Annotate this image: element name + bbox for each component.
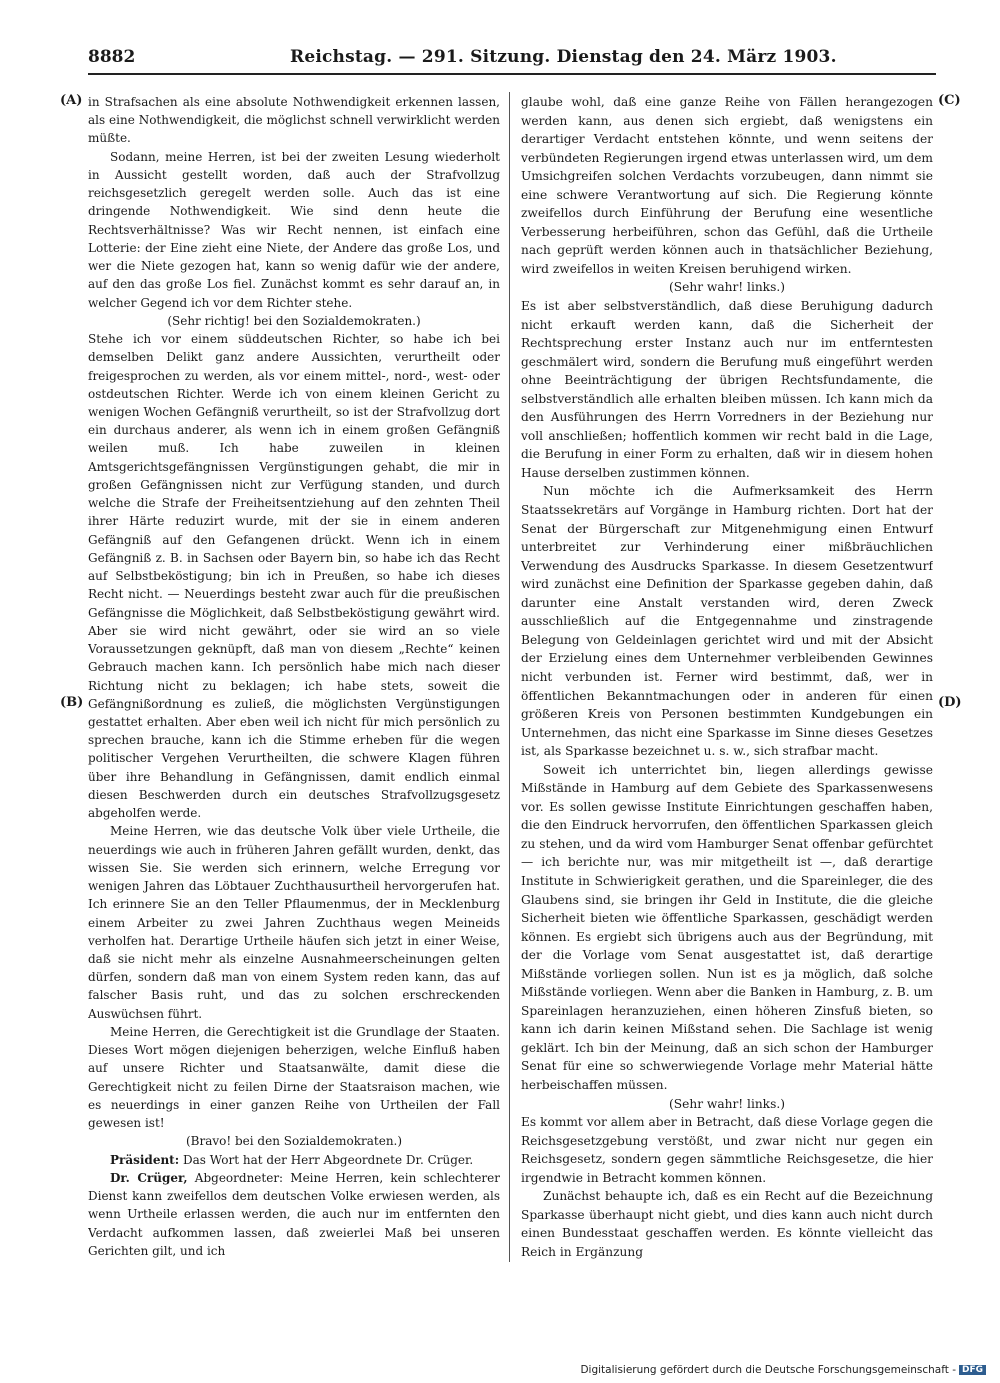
margin-marker-d: (D) [938,695,962,710]
interjection: (Sehr wahr! links.) [669,280,785,295]
page-number: 8882 [88,47,136,67]
paragraph: Zunächst behaupte ich, daß es ein Recht auf die Bezeichnung Sparkasse überhaupt nicht giebt, und dies kann auch nicht durch einen Bundesstaat geschaffen werden. Es könnte vielleicht das Reich in Ergänzung [521,1189,933,1259]
speaker-paragraph [88,1169,500,1260]
speech-text: Das Wort hat der Herr Abgeordnete Dr. Crüger. [179,1152,474,1167]
interjection: (Bravo! bei den Sozialdemokraten.) [185,1134,403,1149]
interjection: (Sehr richtig! bei den Sozialdemokraten.) [167,313,421,328]
page-header [88,47,936,69]
paragraph: Stehe ich vor einem süddeutschen Richter, so habe ich bei demselben Delikt ganz andere Aussichten, verurtheilt oder freigesprochen zu werden, als vor einem mittel-, nord-, west- oder ostdeutschen Richter. Werde ich von einem kleinen Gericht zu wenigen Wochen Gefängniß verurtheilt, so ist der Strafvollzug dort ein durchaus anderer, als wenn ich in einem großen Gefängniß weilen muß. Ich habe zuweilen in kleinen Amtsgerichtsgefängnissen Vergünstigungen gehabt, die mir in großen Gefängnissen nicht zur Verfügung standen, und durch welche die Strafe der Freiheitsentziehung auf den zehnten Theil ihrer Härte reduzirt wurde, mit der sie in einem anderen Gefängniß auf den Gefangenen drückt. Wenn ich in einem Gefängniß z. B. in Sachsen oder Bayern bin, so habe ich das Recht auf Selbstbeköstigung; bin ich in Preußen, so habe ich dieses Recht nicht. — Neuerdings besteht zwar auch für die preußischen Gefängnisse die Möglichkeit, daß Selbstbeköstigung gewährt wird. Aber sie wird nicht gewährt, oder sie wird an so viele Voraussetzungen geknüpft, daß man von diesem „Rechte“ keinen Gebrauch machen kann. Ich persönlich habe mich nach dieser Richtung nicht zu beklagen; ich habe stets, soweit die Gefängnißordnung es zuließ, die möglichsten Vergünstigungen gestattet erhalten. Aber eben weil ich nicht für mich persönlich zu sprechen brauche, kann ich die Stimme erheben für die wegen politischer Vergehen Verurtheilten, die schwere Klagen führen über ihre Behandlung in Gefängnissen, damit endlich einmal diesen Beschwerden durch ein deutsches Strafvollzugsgesetz abgeholfen werde. [88,332,500,821]
speaker-label: Dr. Crüger, [110,1170,188,1185]
interjection: (Sehr wahr! links.) [669,1096,785,1111]
footer-credit [580,1364,986,1376]
dfg-logo: DFG [959,1365,986,1375]
speech-text: Abgeordneter: Meine Herren, kein schlechterer Dienst kann zweifellos dem deutschen Volke erwiesen werden, als wenn Urtheile erlassen werden, die auch nur im entfernten den Verdacht aufkommen lassen, daß zweierlei Maß bei unseren Gerichten gilt, und ich [88,1170,500,1258]
margin-marker-a: (A) [60,93,83,108]
paragraph: in Strafsachen als eine absolute Nothwendigkeit erkennen lassen, als eine Nothwendigkeit, die möglichst schnell verwirklicht werden müßte. [88,95,500,146]
footer-text: Digitalisierung gefördert durch die Deutsche Forschungsgemeinschaft - [580,1364,956,1376]
column-divider [509,92,510,1262]
paragraph: Sodann, meine Herren, ist bei der zweiten Lesung wiederholt in Aussicht gestellt worden, daß auch der Strafvollzug reichsgesetzlich geregelt werden solle. Auch das ist eine dringende Nothwendigkeit. Wie sind denn heute die Rechtsverhältnisse? Was wir Recht nennen, ist einfach eine Lotterie: der Eine zieht eine Niete, der Andere das große Los, und wer die Niete gezogen hat, kann so wenig dafür wie der andere, auf den das große Los fiel. Zunächst kommt es sehr darauf an, in welcher Gegend ich vor dem Richter stehe. [88,149,500,310]
right-column [521,93,933,1263]
left-column [88,93,500,1263]
speaker-label: Präsident: [110,1152,180,1167]
margin-marker-b: (B) [60,695,84,710]
header-rule [88,73,936,75]
paragraph: Nun möchte ich die Aufmerksamkeit des Herrn Staatssekretärs auf Vorgänge in Hamburg richten. Dort hat der Senat der Bürgerschaft zur Mitgenehmigung einen Entwurf unterbreitet zur Verhinderung einer mißbräuchlichen Verwendung des Ausdrucks Sparkasse. In diesem Gesetzentwurf wird zunächst eine Definition der Sparkasse gegeben dahin, daß darunter eine Anstalt verstanden wird, deren Zweck ausschließlich auf die Entgegennahme und zinstragende Belegung von Geldeinlagen gerichtet wird und mit der Absicht der Erzielung eines dem Unternehmer verbleibenden Gewinnes nicht verbunden ist. Ferner wird bestimmt, daß, wer in öffentlichen Bekanntmachungen oder in anderen für einen größeren Kreis von Personen bestimmten Kundgebungen ein Unternehmen, das nicht eine Sparkasse im Sinne dieses Gesetzes ist, als Sparkasse bezeichnet u. s. w., sich strafbar macht. [521,484,933,759]
paragraph: Es ist aber selbstverständlich, daß diese Beruhigung dadurch nicht erkauft werden kann, daß die Sicherheit der Rechtsprechung erster Instanz auch nur im entferntesten geschmälert wird, sondern die Berufung muß eingeführt werden ohne Beeinträchtigung der übrigen Rechtsfundamente, die selbstverständlich alle erhalten bleiben müssen. Ich kann mich da den Ausführungen des Herrn Vorredners in der Beziehung nur voll anschließen; hoffentlich kommen wir recht bald in die Lage, die Berufung in einer Form zu erhalten, daß wir in diesem hohen Hause derselben zustimmen können. [521,299,933,480]
paragraph: Es kommt vor allem aber in Betracht, daß diese Vorlage gegen die Reichsgesetzgebung verstößt, und zwar nicht nur gegen ein Reichsgesetz, sondern gegen sämmtliche Reichsgesetze, die hier irgendwie in Betracht kommen können. [521,1115,933,1185]
paragraph: glaube wohl, daß eine ganze Reihe von Fällen herangezogen werden kann, aus denen sich ergiebt, daß wenigstens ein derartiger Verdacht entstehen könnte, und wenn seitens der verbündeten Regierungen irgend etwas unterlassen wird, um dem Umsichgreifen solchen Verdachts vorzubeugen, dann nimmt sie eine schwere Verantwortung auf sich. Die Regierung könnte zweifellos durch Einführung der Berufung eine wesentliche Verbesserung herbeiführen, schon das Gefühl, daß die Urtheile nach geprüft werden können auch in thatsächlicher Beziehung, wird zweifellos in weiten Kreisen beruhigend wirken. [521,95,933,276]
running-title: Reichstag. — 291. Sitzung. Dienstag den 24. März 1903. [290,47,837,67]
margin-marker-c: (C) [938,93,961,108]
paragraph: Meine Herren, die Gerechtigkeit ist die Grundlage der Staaten. Dieses Wort mögen diejenigen beherzigen, welche Einfluß haben auf unsere Richter und Staatsanwälte, damit diese die Gerechtigkeit nicht zu feilen Dirne der Staatsraison machen, wie es neuerdings in einer ganzen Reihe von Urtheilen der Fall gewesen ist! [88,1024,500,1131]
paragraph: Meine Herren, wie das deutsche Volk über viele Urtheile, die neuerdings wie auch in früheren Jahren gefällt wurden, denkt, das wissen Sie. Sie werden sich erinnern, welche Erregung vor wenigen Jahren das Löbtauer Zuchthausurtheil hervorgerufen hat. Ich erinnere Sie an den Teller Pflaumenmus, der in Mecklenburg einem Arbeiter zu zwei Jahren Zuchthaus wegen Meineids verholfen hat. Derartige Urtheile häufen sich jetzt in einer Weise, daß sie nicht mehr als einzelne Ausnahmeerscheinungen gelten dürfen, sondern daß man von einem System reden kann, das auf falscher Basis ruht, und das zu solchen erschreckenden Auswüchsen führt. [88,824,500,1021]
paragraph: Soweit ich unterrichtet bin, liegen allerdings gewisse Mißstände in Hamburg auf dem Gebiete des Sparkassenwesens vor. Es sollen gewisse Institute Einrichtungen geschaffen haben, die den Eindruck hervorrufen, den öffentlichen Sparkassen gleich zu stehen, und da wird vom Hamburger Senat offenbar gefürchtet — ich berichte nur, was mir mitgetheilt ist —, daß derartige Institute in Schwierigkeit gerathen, und die Spareinleger, die des Glaubens sind, sie bringen ihr Geld in Institute, die die gleiche Sicherheit bieten wie öffentliche Sparkassen, geschädigt werden können. Es ergiebt sich übrigens auch aus der Begründung, mit der die Vorlage vom Senat ausgestattet ist, daß derartige Mißstände vorliegen sollen. Nun ist es ja möglich, daß solche Mißstände vorliegen. Wenn aber die Banken in Hamburg, z. B. um Spareinlagen heranzuziehen, einen höheren Zinsfuß bieten, so kann ich darin keinen Mißstand sehen. Die Sachlage ist wenig geklärt. Ich bin der Meinung, daß an sich schon der Hamburger Senat für eine so schwerwiegende Vorlage mehr Material hätte herbeischaffen müssen. [521,762,933,1092]
speaker-paragraph [88,1151,500,1169]
